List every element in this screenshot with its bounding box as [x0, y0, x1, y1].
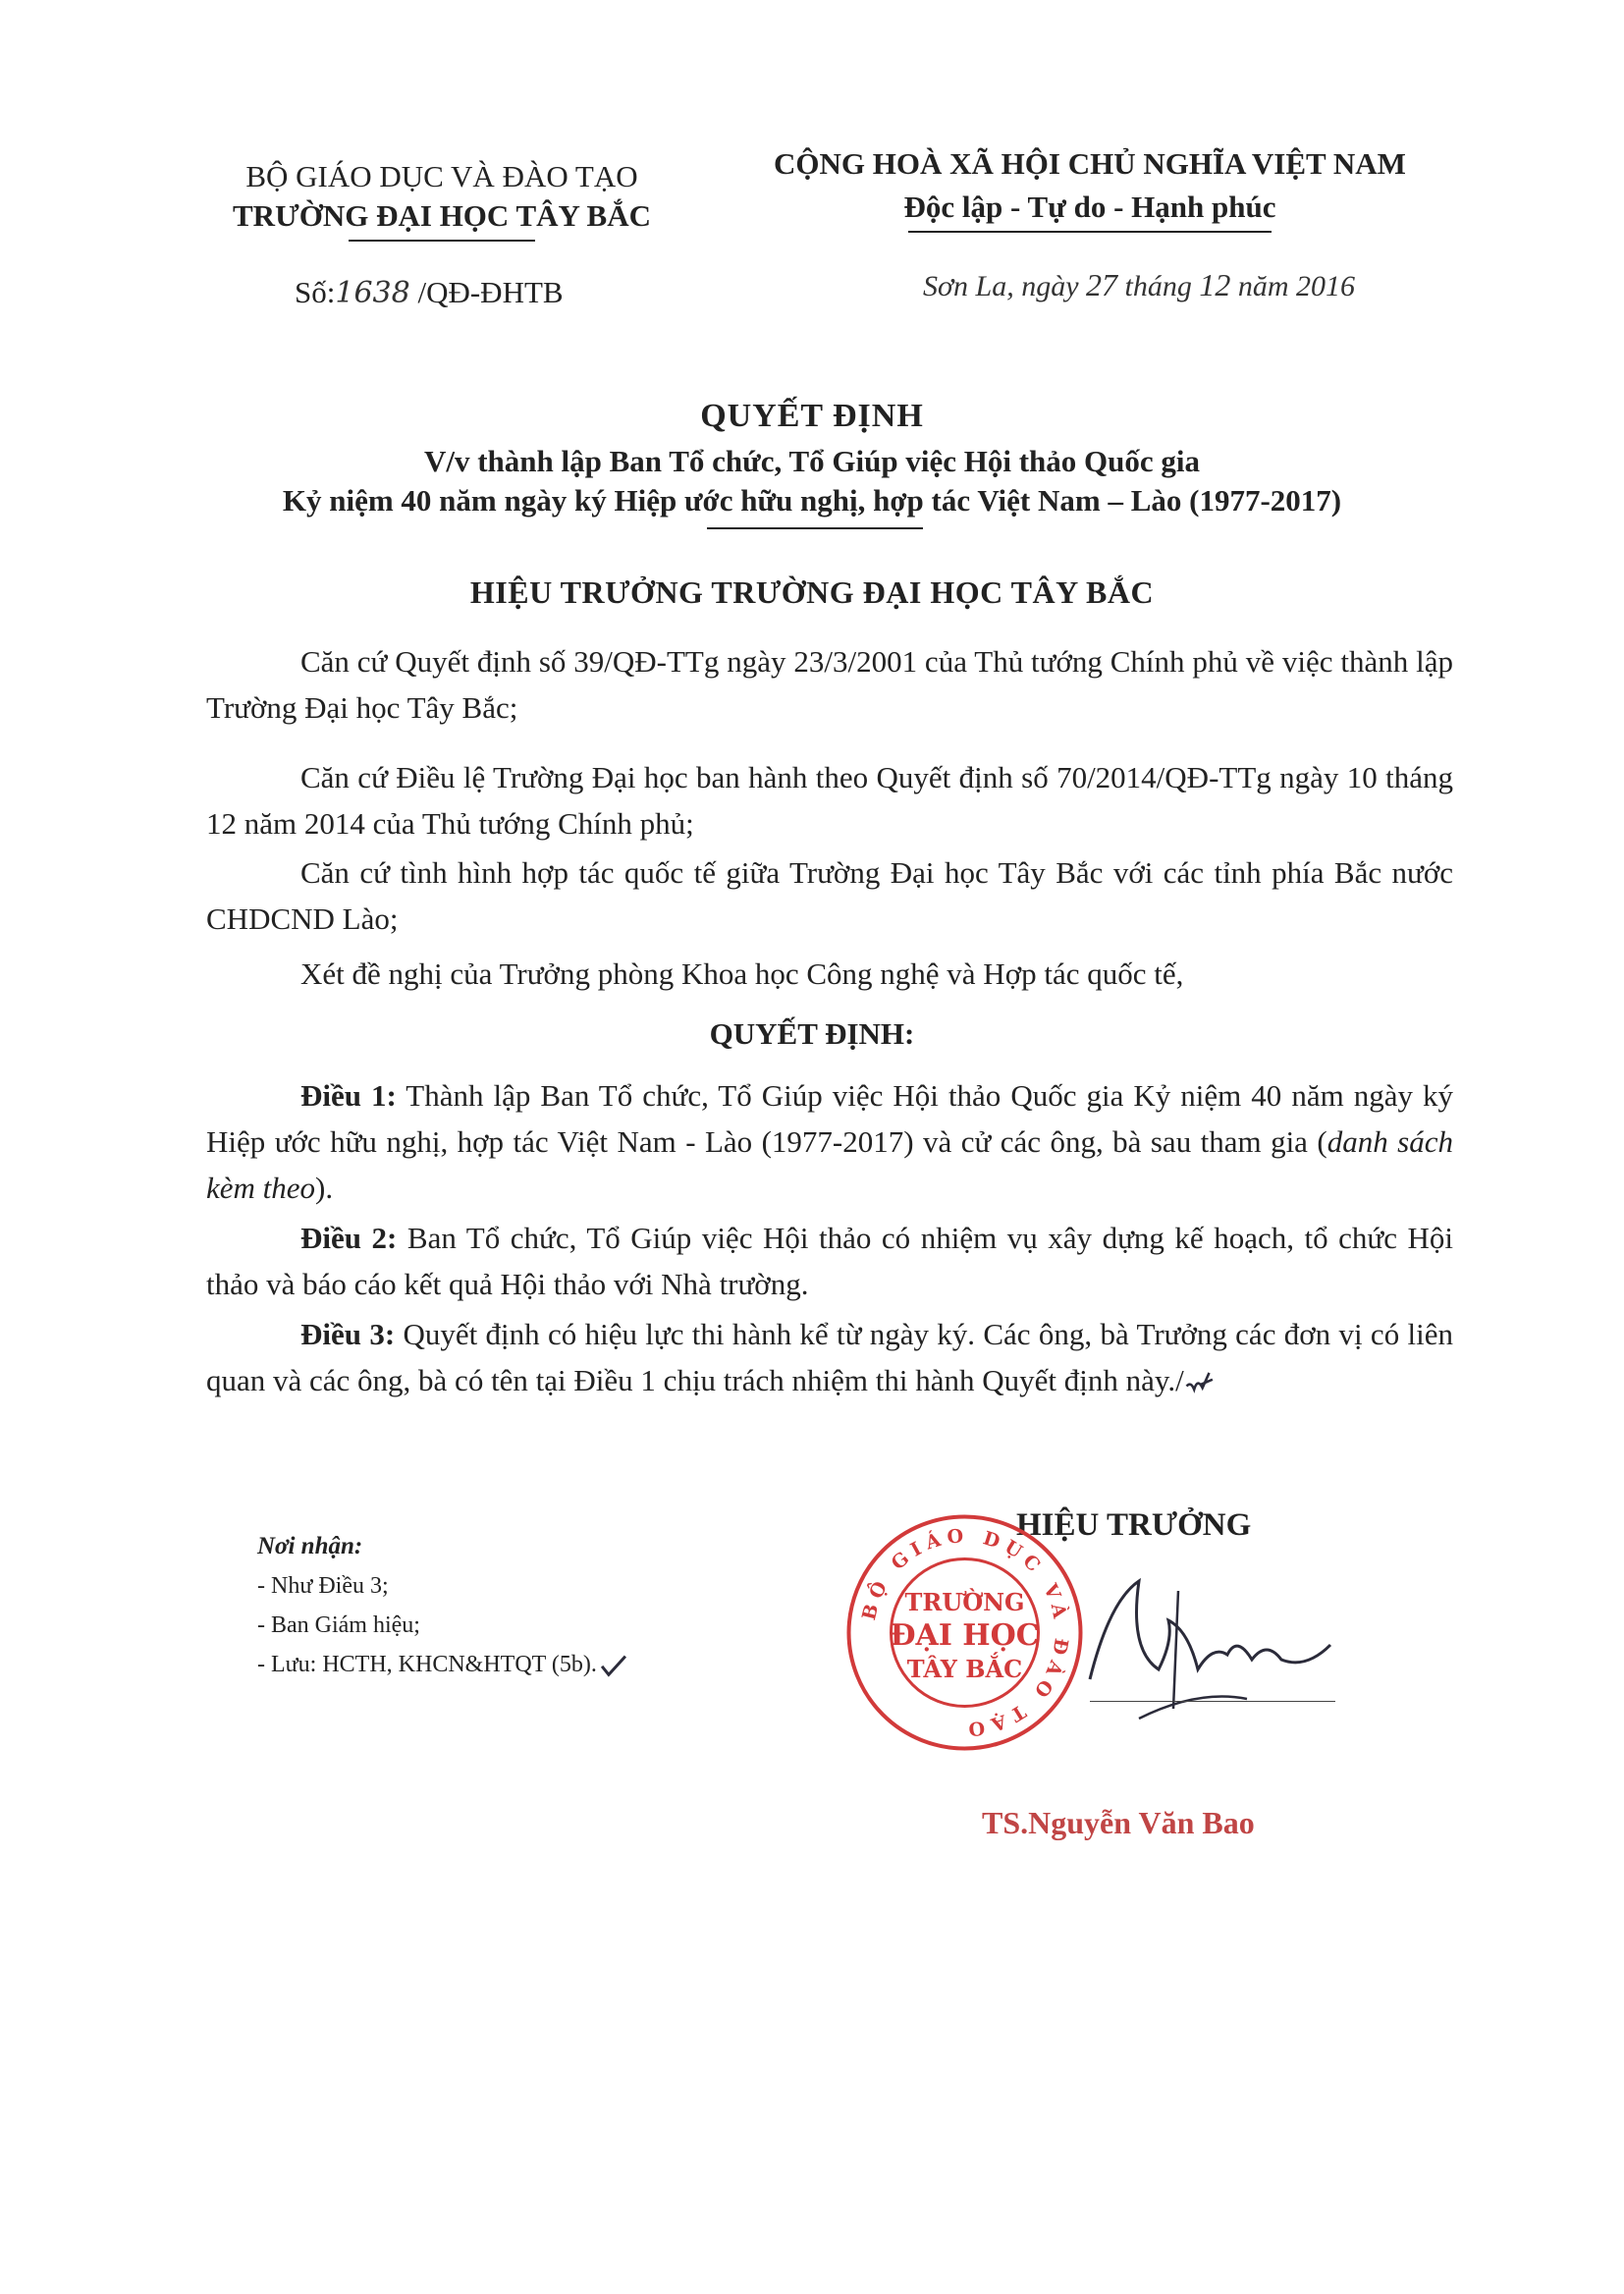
article-2-text: Ban Tổ chức, Tổ Giúp việc Hội thảo có nhiệm vụ xây dựng kế hoạch, tổ chức Hội thảo và báo cáo kết quả Hội thảo với Nhà trường.	[206, 1221, 1453, 1301]
motto-underline	[908, 231, 1272, 233]
date-day-handwritten: 27	[1086, 267, 1118, 302]
document-number	[295, 275, 564, 310]
national-motto: Độc lập - Tự do - Hạnh phúc	[903, 190, 1276, 224]
national-header	[727, 142, 1453, 233]
recipients-block	[257, 1527, 630, 1684]
date-part-2: tháng	[1117, 270, 1200, 302]
recipient-item: - Như Điều 3;	[257, 1573, 389, 1599]
title-divider	[707, 527, 923, 529]
recipient-item	[257, 1645, 630, 1684]
official-seal	[844, 1512, 1085, 1753]
article-1-end: ).	[315, 1171, 334, 1205]
recipients-heading: Nơi nhận:	[257, 1533, 363, 1559]
initial-mark-icon	[1184, 1369, 1218, 1398]
checkmark-icon	[597, 1651, 630, 1680]
recipient-item: - Ban Giám hiệu;	[257, 1612, 420, 1638]
article-1	[206, 1072, 1453, 1211]
subject-line-1: V/v thành lập Ban Tổ chức, Tổ Giúp việc Hội thảo Quốc gia	[423, 444, 1200, 478]
date-part-1: Sơn La, ngày	[923, 270, 1087, 302]
article-3-label: Điều 3:	[300, 1317, 396, 1351]
basis-3: Căn cứ tình hình hợp tác quốc tế giữa Trường Đại học Tây Bắc với các tỉnh phía Bắc nước CHDCND Lào;	[206, 855, 1453, 936]
article-2	[206, 1215, 1453, 1307]
number-suffix: /QĐ-ĐHTB	[409, 275, 564, 309]
basis-1: Căn cứ Quyết định số 39/QĐ-TTg ngày 23/3/2001 của Thủ tướng Chính phủ về việc thành lập Trường Đại học Tây Bắc;	[206, 644, 1453, 725]
number-handwritten: 1638	[335, 276, 410, 310]
country-name: CỘNG HOÀ XÃ HỘI CHỦ NGHĨA VIỆT NAM	[774, 146, 1406, 181]
decision-heading: QUYẾT ĐỊNH:	[709, 1016, 915, 1051]
basis-4: Xét đề nghị của Trưởng phòng Khoa học Công nghệ và Hợp tác quốc tế,	[300, 956, 1184, 991]
signatory-title: HIỆU TRƯỞNG	[1016, 1507, 1252, 1543]
article-2-label: Điều 2:	[300, 1221, 398, 1255]
article-3	[206, 1311, 1453, 1403]
article-1-text: Thành lập Ban Tổ chức, Tổ Giúp việc Hội thảo Quốc gia Kỷ niệm 40 năm ngày ký Hiệp ước hữu nghị, hợp tác Việt Nam - Lào (1977-2017) và cử các ông, bà sau tham gia (	[206, 1078, 1453, 1159]
seal-line-1: TRƯỜNG	[904, 1588, 1025, 1616]
subject-line-2: Kỷ niệm 40 năm ngày ký Hiệp ước hữu nghị, hợp tác Việt Nam – Lào (1977-2017)	[282, 483, 1342, 518]
article-3-text: Quyết định có hiệu lực thi hành kể từ ngày ký. Các ông, bà Trưởng các đơn vị có liên quan và các ông, bà có tên tại Điều 1 chịu trách nhiệm thi hành Quyết định này./	[206, 1317, 1453, 1397]
ministry-name: BỘ GIÁO DỤC VÀ ĐÀO TẠO	[245, 159, 638, 193]
date-month-handwritten: 12	[1199, 267, 1231, 302]
article-1-attachment: danh sách kèm theo	[206, 1124, 1453, 1205]
university-name: TRƯỜNG ĐẠI HỌC TÂY BẮC	[233, 198, 651, 233]
seal-outer-text: BỘ GIÁO DỤC VÀ ĐÀO TẠO	[858, 1524, 1072, 1741]
document-date	[923, 267, 1355, 303]
seal-line-2: ĐẠI HỌC	[890, 1618, 1040, 1653]
issuer-underline	[349, 240, 535, 242]
recipient-item-text: - Lưu: HCTH, KHCN&HTQT (5b).	[257, 1652, 597, 1677]
handwritten-signature	[1080, 1561, 1345, 1728]
date-part-3: năm 2016	[1230, 270, 1356, 302]
signature-line	[1090, 1701, 1335, 1702]
seal-line-3: TÂY BẮC	[906, 1655, 1023, 1683]
document-title: QUYẾT ĐỊNH	[700, 398, 924, 434]
number-prefix: Số:	[295, 275, 336, 309]
issuer-header	[187, 157, 697, 242]
issuer-title: HIỆU TRƯỞNG TRƯỜNG ĐẠI HỌC TÂY BẮC	[469, 574, 1155, 610]
signatory-name: TS.Nguyễn Văn Bao	[982, 1805, 1255, 1840]
basis-2: Căn cứ Điều lệ Trường Đại học ban hành theo Quyết định số 70/2014/QĐ-TTg ngày 10 tháng 12 năm 2014 của Thủ tướng Chính phủ;	[206, 760, 1453, 841]
article-1-label: Điều 1:	[300, 1078, 397, 1113]
